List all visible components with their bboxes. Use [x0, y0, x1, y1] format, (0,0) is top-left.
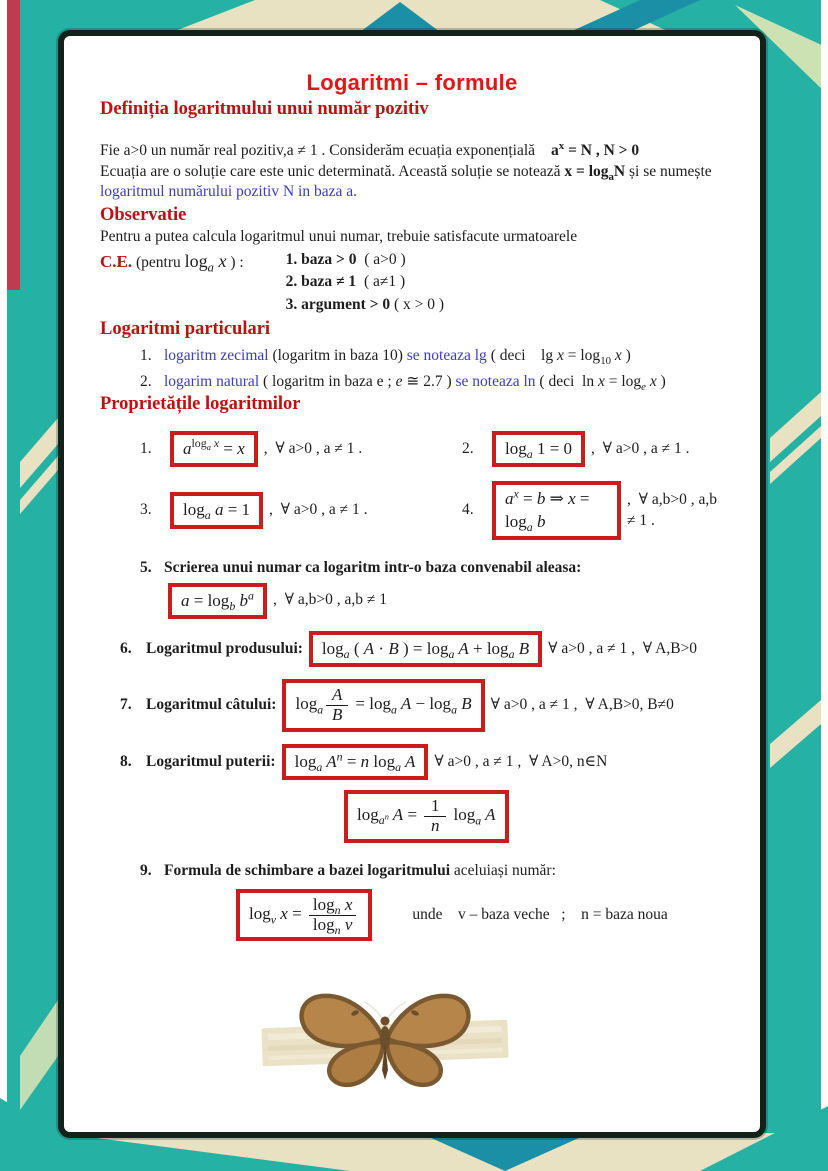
formula-box-3: $\log_a a = 1$	[170, 492, 263, 528]
property-5-formula-row: $a = \log_b b^a$ , ∀ a,b>0 , a,b ≠ 1	[100, 583, 724, 619]
existence-conditions-block	[100, 250, 724, 317]
ce-label: C.E.	[100, 251, 133, 271]
lg-definition-math: $\lg x = \log_{10} x$	[541, 347, 622, 368]
particular-item-decimal-log: 1. logaritm zecimal (logaritm in baza 10) se noteaza lg ( deci $\lg x = \log_{10} x$ )	[140, 347, 631, 368]
property-1: 1. $a^{log_a x} = x$ , ∀ a>0 , a ≠ 1 .	[140, 431, 458, 467]
definition-paragraph	[100, 141, 724, 202]
property-8: 8. Logaritmul puterii: $\log_a A^n = n$ $\log_a A$ ∀ a>0 , a ≠ 1 , ∀ A>0, n∈N	[100, 744, 724, 780]
property-6: 6. Logaritmul produsului: $\log_a$ ( A · B ) = $\log_a A + \log_a B$ ∀ a>0 , a ≠ 1 , ∀ A,B>0	[100, 631, 724, 667]
ce-left: C.E. (pentru $\log_a x$ ) :	[100, 250, 244, 275]
butterfly-body-group	[302, 996, 469, 1085]
properties-row-2	[100, 481, 724, 540]
particular-item-natural-log: 2. logarim natural ( logaritm in baza e ; e ≅ 2.7 ) se noteaza ln ( deci $\ln x = \log_e x$ )	[140, 372, 666, 393]
definition-line-2: Ecuația are o soluție care este unic determinată. Această soluție se notează $x = \log_aN$ și se numește	[100, 162, 712, 183]
property-7: 7. Logaritmul câtului: $\log_a$ $\frac{A}{B}$ = $\log_a A - \log_a B$ ∀ a>0 , a ≠ 1 , ∀ A,B>0, B≠0	[100, 679, 724, 731]
formula-box-1: $a^{log_a x} = x$	[170, 431, 258, 467]
log-notation-math: $x = \log_aN$	[564, 162, 626, 183]
frame-white-left-edge	[0, 0, 7, 1171]
ce-conditions-list	[286, 250, 444, 317]
section-heading-definition: Definiția logaritmului unui număr pozitiv	[100, 99, 429, 120]
property-5-label: 5. Scrierea unui numar ca logaritm intr-o baza convenabil aleasa:	[140, 559, 582, 577]
ce-condition-3: 3. argument > 0 ( x > 0 )	[285, 295, 445, 313]
section-heading-observatie: Observatie	[100, 204, 187, 225]
formula-box-7: $\log_a$ $\frac{A}{B}$ = $\log_a A - \log_a B$	[282, 679, 484, 731]
definition-line-1: Fie a>0 un număr real pozitiv,a ≠ 1 . Considerăm ecuația exponențială $a^x = N$ , N > 0	[100, 140, 640, 160]
properties-row-1	[100, 431, 724, 467]
section-heading-particulari: Logaritmi particulari	[100, 319, 271, 340]
formula-box-9: $\log_v x$ = $\frac{\log_n x}{\log_n v}$	[236, 889, 372, 941]
ce-condition-1: 1. baza > 0 ( a>0 )	[285, 250, 406, 268]
formula-box-5: $a = \log_b b^a$	[168, 583, 267, 619]
frame-white-right-edge	[821, 0, 828, 1171]
property-3: 3. $\log_a a = 1$ , ∀ a>0 , a ≠ 1 .	[140, 492, 458, 528]
definition-line-3-blue: logaritmul numărului pozitiv N in baza a.	[100, 183, 357, 201]
ce-log-math: $\log_a x$	[184, 250, 227, 275]
property-9-label: 9. Formula de schimbare a bazei logaritmului aceluiași număr:	[140, 861, 556, 879]
section-heading-properties: Proprietățile logaritmilor	[100, 394, 301, 415]
exponential-equation-math: $a^x = N$ , N > 0	[551, 140, 640, 160]
property-2: 2. $\log_a 1 = 0$ , ∀ a>0 , a ≠ 1 .	[462, 431, 690, 467]
formula-box-8: $\log_a A^n = n$ $\log_a A$	[282, 744, 429, 780]
butterfly-image	[260, 980, 510, 1095]
ce-condition-2: 2. baza ≠ 1 ( a≠1 )	[285, 273, 406, 291]
base-change-note: unde v – baza veche ; n = baza noua	[412, 905, 668, 923]
formula-sheet-page	[58, 30, 766, 1138]
property-4: 4. $a^x = b$ ⇒ $x = \log_a b$ , ∀ a,b>0 , a,b ≠ 1 .	[462, 481, 724, 540]
formula-box-6: $\log_a$ ( A · B ) = $\log_a A + \log_a B$	[309, 631, 542, 667]
page-content	[64, 36, 760, 941]
observatie-intro: Pentru a putea calcula logaritmul unui numar, trebuie satisfacute urmatoarele	[100, 228, 578, 246]
ln-definition-math: $\ln x = \log_e x$	[582, 372, 657, 393]
butterfly-decoration	[260, 980, 510, 1095]
page-title: Logaritmi – formule	[306, 70, 518, 95]
formula-box-8b: $\log_{a^n} A$ = $\frac{1}{n}$ $\log_a A$	[344, 790, 509, 842]
property-9-formula-row	[100, 889, 724, 941]
euler-number-math: e ≅ 2.7	[395, 372, 443, 390]
formula-box-2: $\log_a 1 = 0$	[492, 431, 585, 467]
property-8-secondary-row	[100, 790, 724, 842]
frame-red-strip	[7, 0, 20, 290]
formula-box-4: $a^x = b$ ⇒ $x = \log_a b$	[492, 481, 621, 540]
